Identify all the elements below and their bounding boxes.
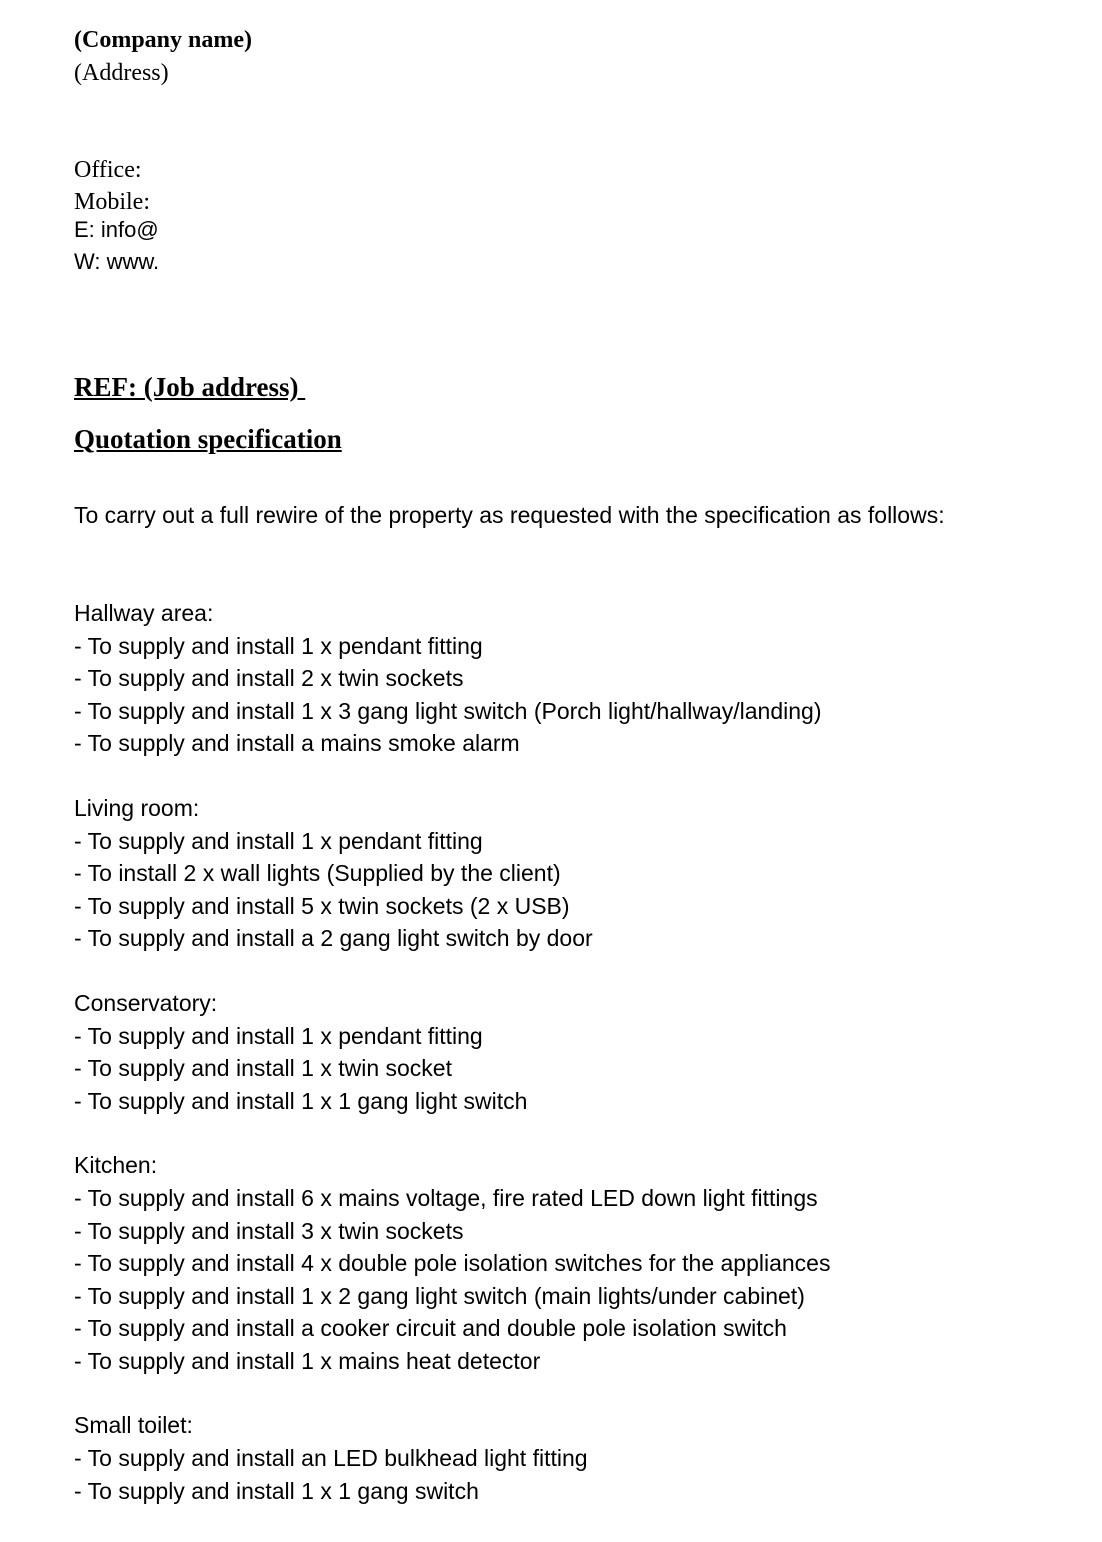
section-items [74,1020,830,1118]
spec-item: - To supply and install 1 x 3 gang light switch (Porch light/hallway/landing) [74,697,822,724]
spec-item: - To supply and install 1 x pendant fitting [74,1022,483,1049]
spec-section [74,597,830,760]
document-title: Quotation specification [74,424,342,454]
spec-section [74,1409,830,1507]
spec-item: - To supply and install 1 x pendant fitting [74,632,483,659]
office-phone: Office: [74,157,142,183]
spec-item: - To supply and install 2 x twin sockets [74,665,464,692]
section-title: Conservatory: [74,989,218,1016]
spec-item: - To supply and install 1 x pendant fitting [74,827,483,854]
section-items [74,1182,830,1378]
spec-item: - To supply and install 3 x twin sockets [74,1217,464,1244]
spec-item: - To supply and install a 2 gang light switch by door [74,925,593,952]
spec-item: - To supply and install 1 x 1 gang switch [74,1477,479,1504]
spec-section [74,1149,830,1377]
company-address: (Address) [74,60,169,86]
spec-item: - To install 2 x wall lights (Supplied by the client) [74,860,561,887]
spec-item: - To supply and install 1 x twin socket [74,1055,452,1082]
section-title: Small toilet: [74,1412,193,1439]
section-title: Living room: [74,794,200,821]
spec-item: - To supply and install 1 x mains heat detector [74,1347,541,1374]
spec-item: - To supply and install a cooker circuit and double pole isolation switch [74,1315,787,1342]
spec-item: - To supply and install 1 x 1 gang light switch [74,1087,528,1114]
section-items [74,630,830,760]
section-title: Hallway area: [74,600,214,626]
spec-section [74,792,830,955]
section-items [74,825,830,955]
company-name: (Company name) [74,27,252,53]
specification-list [74,597,830,1539]
intro-paragraph: To carry out a full rewire of the property as requested with the specification as follows: [74,502,945,528]
spec-item: - To supply and install an LED bulkhead light fitting [74,1445,588,1472]
section-title: Kitchen: [74,1152,158,1179]
spec-item: - To supply and install a mains smoke alarm [74,730,520,757]
spec-item: - To supply and install 1 x 2 gang light switch (main lights/under cabinet) [74,1282,805,1309]
spec-item: - To supply and install 5 x twin sockets (2 x USB) [74,892,570,919]
spec-item: - To supply and install 6 x mains voltage, fire rated LED down light fittings [74,1184,818,1211]
section-items [74,1442,830,1507]
mobile-phone: Mobile: [74,189,150,215]
job-reference: REF: (Job address) [74,372,306,402]
spec-item: - To supply and install 4 x double pole isolation switches for the appliances [74,1250,831,1277]
website-address: W: www. [74,249,160,274]
spec-section [74,987,830,1117]
email-address: E: info@ [74,217,159,242]
